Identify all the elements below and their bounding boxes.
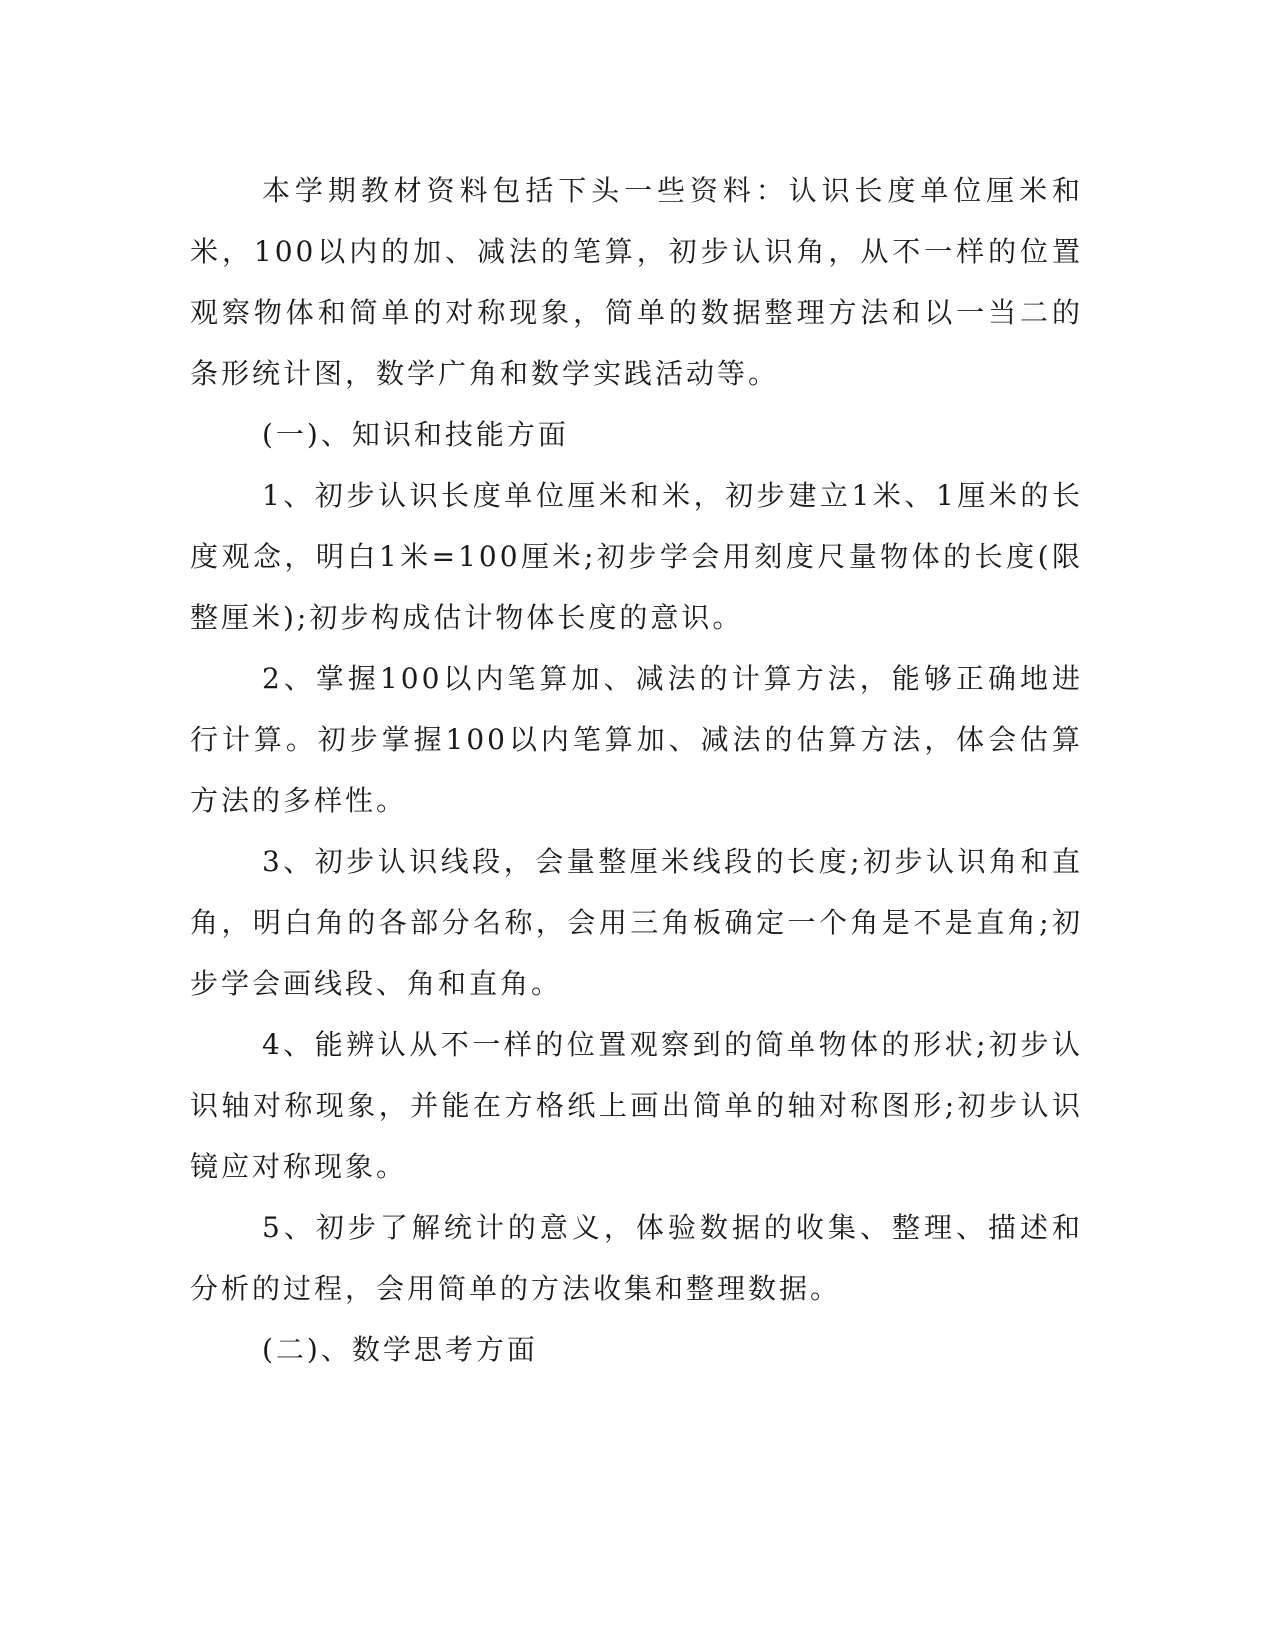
list-item-3: 3、初步认识线段，会量整厘米线段的长度;初步认识角和直角，明白角的各部分名称，会用三角板确定一个角是不是直角;初步学会画线段、角和直角。	[190, 845, 1083, 1000]
list-item-1: 1、初步认识长度单位厘米和米，初步建立1米、1厘米的长度观念，明白1米=100厘米;初步学会用刻度尺量物体的长度(限整厘米);初步构成估计物体长度的意识。	[190, 479, 1083, 634]
list-item-2: 2、掌握100以内笔算加、减法的计算方法，能够正确地进行计算。初步掌握100以内笔算加、减法的估算方法，体会估算方法的多样性。	[190, 662, 1083, 817]
section-heading-knowledge-skills: (一)、知识和技能方面	[262, 418, 569, 451]
list-item-4: 4、能辨认从不一样的位置观察到的简单物体的形状;初步认识轴对称现象，并能在方格纸上画出简单的轴对称图形;初步认识镜应对称现象。	[190, 1028, 1083, 1183]
document-body	[190, 160, 1083, 1380]
intro-paragraph: 本学期教材资料包括下头一些资料：认识长度单位厘米和米，100以内的加、减法的笔算，初步认识角，从不一样的位置观察物体和简单的对称现象，简单的数据整理方法和以一当二的条形统计图，数学广角和数学实践活动等。	[190, 174, 1083, 390]
section-heading-math-thinking: (二)、数学思考方面	[262, 1333, 538, 1366]
list-item-5: 5、初步了解统计的意义，体验数据的收集、整理、描述和分析的过程，会用简单的方法收集和整理数据。	[190, 1211, 1083, 1305]
